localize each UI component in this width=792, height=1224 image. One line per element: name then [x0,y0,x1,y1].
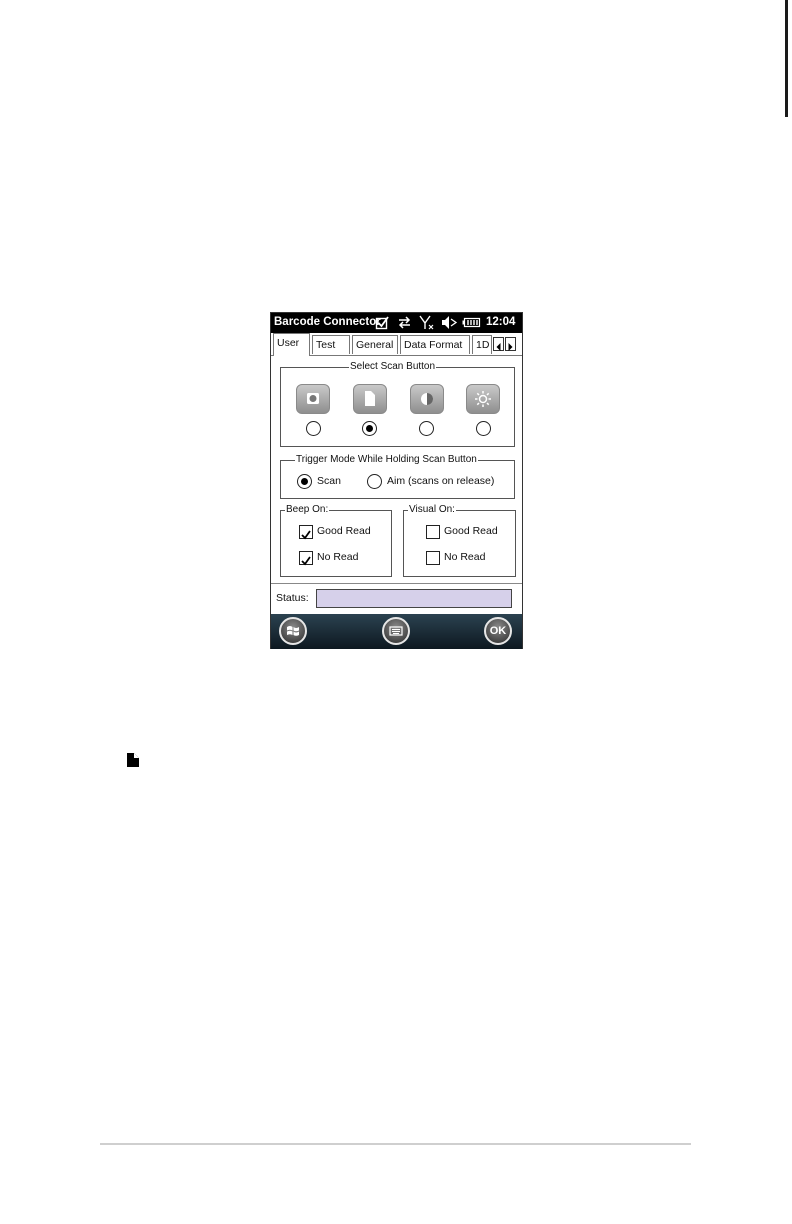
speaker-muted-icon[interactable] [441,315,457,330]
bottom-soft-bar [271,614,522,649]
beep-on-group [280,504,392,577]
beep-no-read-checkbox[interactable] [299,551,313,565]
checkbox-icon[interactable] [375,315,389,330]
scan-button-radio-2[interactable] [362,421,377,436]
check-icon [300,529,312,541]
visual-on-group [403,504,516,577]
scan-button-radio-4[interactable] [476,421,491,436]
app-title: Barcode Connector [274,316,381,328]
trigger-aim-radio[interactable] [367,474,382,489]
trigger-scan-label: Scan [317,475,341,487]
status-field[interactable] [316,589,512,608]
status-row [271,583,522,615]
status-label: Status: [276,592,309,604]
trigger-scan-radio[interactable] [297,474,312,489]
tab-test[interactable]: Test [312,335,350,354]
beep-good-read-label: Good Read [317,525,371,537]
sync-arrows-icon[interactable] [397,315,412,330]
document-icon [354,385,386,413]
scan-button-radio-3[interactable] [419,421,434,436]
scan-button-tile-4[interactable] [466,384,500,414]
visual-no-read-label: No Read [444,551,486,563]
tab-general[interactable]: General [352,335,398,354]
scan-button-tile-1[interactable] [296,384,330,414]
scan-button-radio-1[interactable] [306,421,321,436]
visual-good-read-checkbox[interactable] [426,525,440,539]
visual-good-read-label: Good Read [444,525,498,537]
no-signal-icon[interactable] [419,315,435,330]
trigger-mode-group [280,454,515,499]
tab-user[interactable]: User [273,333,310,356]
battery-icon[interactable] [462,315,482,330]
beep-no-read-label: No Read [317,551,359,563]
check-icon [300,555,312,567]
brightness-icon [467,385,499,413]
select-scan-button-legend: Select Scan Button [350,361,436,372]
visual-on-legend: Visual On: [409,504,455,515]
windows-start-icon [281,619,305,643]
tab-scroll-left-icon[interactable] [493,337,504,351]
tab-data-format[interactable]: Data Format [400,335,470,354]
document-icon [126,752,140,768]
scan-button-tile-2[interactable] [353,384,387,414]
visual-no-read-checkbox[interactable] [426,551,440,565]
title-bar [271,313,522,333]
ok-button[interactable]: OK [484,617,512,645]
page-edge-rule [785,0,788,117]
tab-1d[interactable]: 1D [472,335,492,354]
trigger-mode-legend: Trigger Mode While Holding Scan Button [296,454,477,465]
beep-good-read-checkbox[interactable] [299,525,313,539]
keyboard-icon [384,619,408,643]
footer-rule [100,1143,691,1145]
windows-start-button[interactable] [279,617,307,645]
select-scan-button-group [280,361,515,447]
tab-strip [271,333,522,356]
device-screen [270,312,523,649]
keyboard-button[interactable] [382,617,410,645]
beep-on-legend: Beep On: [286,504,329,515]
scan-button-tile-3[interactable] [410,384,444,414]
trigger-aim-label: Aim (scans on release) [387,475,495,487]
contrast-icon [411,385,443,413]
clock: 12:04 [486,316,516,328]
screen-icon [297,385,329,413]
tab-scroll-right-icon[interactable] [505,337,516,351]
